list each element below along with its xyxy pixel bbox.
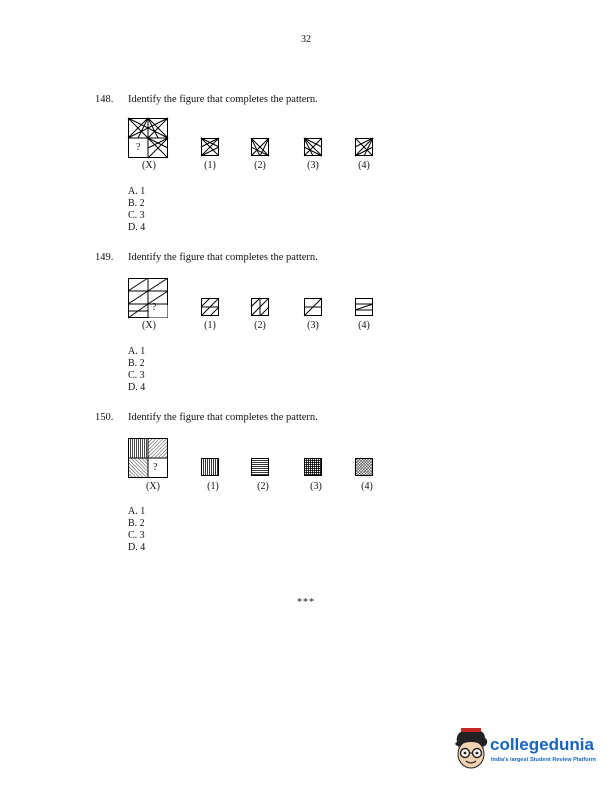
choice-3-label: (3) [310, 481, 322, 492]
choice-2-label: (2) [254, 320, 266, 331]
choice-2-figure [251, 458, 269, 476]
option-a[interactable]: A. 1 [128, 506, 146, 517]
choice-1-figure [201, 458, 219, 476]
figure-x [128, 438, 168, 478]
option-d[interactable]: D. 4 [128, 382, 146, 393]
choice-1-label: (1) [204, 320, 216, 331]
option-b[interactable]: B. 2 [128, 518, 145, 529]
end-mark: *** [297, 597, 315, 608]
choice-4-label: (4) [358, 160, 370, 171]
figure-x [128, 278, 168, 318]
logo-wordmark: collegedunia [490, 735, 594, 754]
figure-x-label: (X) [142, 320, 156, 331]
figure-x-label: (X) [146, 481, 160, 492]
choice-1-figure [201, 138, 219, 156]
page-number: 32 [301, 34, 311, 45]
choice-3-figure [304, 298, 322, 316]
answer-options [128, 186, 145, 234]
choice-4-label: (4) [358, 320, 370, 331]
choice-4-label: (4) [361, 481, 373, 492]
figure-x-label: (X) [142, 160, 156, 171]
choice-1-label: (1) [207, 481, 219, 492]
option-b[interactable]: B. 2 [128, 198, 145, 209]
option-b[interactable]: B. 2 [128, 358, 145, 369]
choice-2-label: (2) [254, 160, 266, 171]
question-number: 149. [95, 252, 114, 263]
choice-4-figure [355, 138, 373, 156]
logo-tagline: India's largest Student Review Platform [491, 757, 596, 763]
choice-1-figure [201, 298, 219, 316]
choice-3-label: (3) [307, 320, 319, 331]
choice-4-figure [355, 458, 373, 476]
option-a[interactable]: A. 1 [128, 186, 146, 197]
choice-1-label: (1) [204, 160, 216, 171]
choice-2-figure [251, 138, 269, 156]
choice-3-label: (3) [307, 160, 319, 171]
figure-x [128, 118, 168, 158]
choice-3-figure [304, 458, 322, 476]
option-c[interactable]: C. 3 [128, 370, 145, 381]
answer-options [128, 506, 145, 554]
option-d[interactable]: D. 4 [128, 222, 146, 233]
question-mark: ? [136, 142, 141, 153]
question-text: Identify the figure that completes the pattern. [128, 252, 318, 263]
choice-2-figure [251, 298, 269, 316]
answer-options [128, 346, 145, 394]
question-mark: ? [153, 462, 158, 473]
question-mark: ? [152, 302, 157, 313]
choice-3-figure [304, 138, 322, 156]
question-text: Identify the figure that completes the pattern. [128, 412, 318, 423]
choice-2-label: (2) [257, 481, 269, 492]
choice-4-figure [355, 298, 373, 316]
option-d[interactable]: D. 4 [128, 542, 146, 553]
question-text: Identify the figure that completes the pattern. [128, 94, 318, 105]
mascot-icon [451, 728, 491, 774]
option-a[interactable]: A. 1 [128, 346, 146, 357]
question-number: 150. [95, 412, 114, 423]
option-c[interactable]: C. 3 [128, 210, 145, 221]
option-c[interactable]: C. 3 [128, 530, 145, 541]
question-number: 148. [95, 94, 114, 105]
